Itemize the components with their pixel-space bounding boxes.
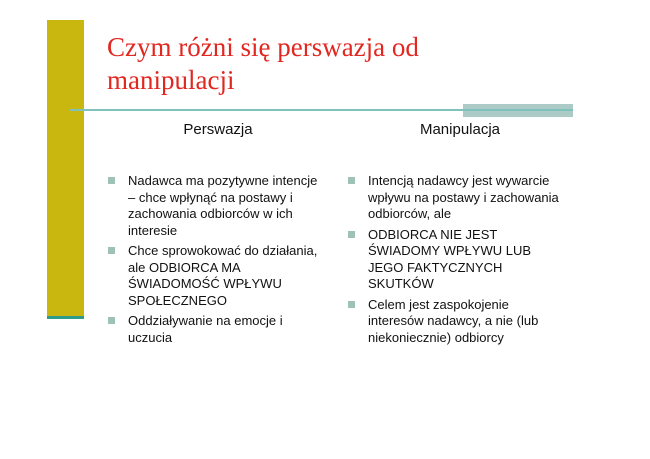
bullet-square-icon <box>108 177 115 184</box>
accent-bar <box>47 20 84 316</box>
slide-title: Czym różni się perswazja od manipulacji <box>107 32 419 95</box>
list-item <box>348 297 563 347</box>
bullet-list-perswazja <box>108 173 320 346</box>
bullet-square-icon <box>108 247 115 254</box>
accent-bar-underline-icon <box>47 316 84 319</box>
title-rule <box>70 109 573 111</box>
bullet-text: Oddziaływanie na emocje i uczucia <box>128 313 283 345</box>
bullet-text: ODBIORCA NIE JEST ŚWIADOMY WPŁYWU LUB JEGO FAKTYCZNYCH SKUTKÓW <box>368 226 532 291</box>
column-header-perswazja: Perswazja <box>183 121 253 138</box>
bullet-text: Nadawca ma pozytywne intencje – chce wpłynąć na postawy i zachowania odbiorców w ich interesie <box>128 173 318 238</box>
bullet-text: Chce sprowokować do działania, ale ODBIORCA MA ŚWIADOMOŚĆ WPŁYWU SPOŁECZNEGO <box>128 243 318 308</box>
bullet-square-icon <box>108 317 115 324</box>
bullet-text: Intencją nadawcy jest wywarcie wpływu na postawy i zachowania odbiorców, ale <box>368 173 559 221</box>
list-item <box>108 243 320 309</box>
column-perswazja <box>108 121 320 350</box>
column-manipulacja <box>348 121 563 350</box>
bullet-list-manipulacja <box>348 173 563 346</box>
bullet-square-icon <box>348 301 355 308</box>
list-item <box>108 173 320 239</box>
bullet-square-icon <box>348 177 355 184</box>
bullet-text: Celem jest zaspokojenie interesów nadawcy, a nie (lub niekoniecznie) odbiorcy <box>368 296 539 345</box>
column-header-manipulacja: Manipulacja <box>419 121 501 138</box>
bullet-square-icon <box>348 231 355 238</box>
list-item <box>108 313 320 346</box>
list-item <box>348 227 563 293</box>
list-item <box>348 173 563 223</box>
